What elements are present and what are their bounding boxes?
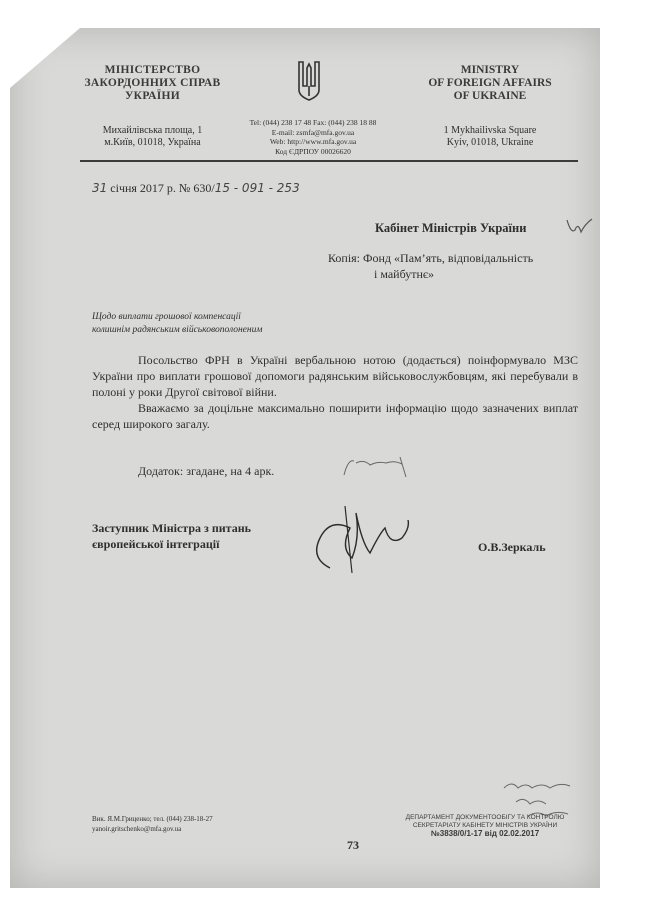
subject bbox=[92, 311, 262, 337]
handwritten-mark bbox=[565, 216, 595, 238]
header-divider bbox=[80, 160, 578, 162]
contact-web: Web: http://www.mfa.gov.ua bbox=[269, 137, 357, 146]
letterhead-contacts bbox=[238, 118, 388, 156]
en-address-line-1: 1 Mykhailivska Square bbox=[443, 125, 537, 136]
addressee: Кабінет Міністрів України bbox=[375, 221, 527, 235]
contact-edrpou: Код ЄДРПОУ 00026620 bbox=[275, 146, 351, 156]
stamp-line-1: ДЕПАРТАМЕНТ ДОКУМЕНТООБІГУ ТА КОНТРОЛЮ bbox=[405, 814, 565, 821]
body-paragraph-2: Вважаємо за доцільне максимально поширити інформацію щодо зазначених виплат серед широкого загалу. bbox=[92, 401, 578, 431]
letter-page bbox=[10, 28, 600, 888]
handwritten-number: 15 - 091 - 253 bbox=[214, 181, 300, 195]
letterhead-en bbox=[415, 64, 565, 149]
signatory-name: О.В.Зеркаль bbox=[478, 540, 546, 554]
ua-address-line-2: м.Київ, 01018, Україна bbox=[104, 137, 201, 148]
trident-icon bbox=[296, 58, 322, 102]
letter-body bbox=[92, 352, 578, 432]
subject-line-1: Щодо виплати грошової компенсації bbox=[92, 312, 241, 322]
handwritten-day: 31 bbox=[92, 181, 108, 195]
letterhead-ua bbox=[65, 64, 240, 149]
en-title-line-1: MINISTRY bbox=[460, 64, 520, 76]
executor-line-1: Вик. Я.М.Гриценко; тел. (044) 238-18-27 bbox=[92, 815, 213, 823]
signatory-title bbox=[92, 520, 251, 552]
signatory-title-line-2: європейської інтеграції bbox=[92, 537, 220, 551]
en-title-line-2: OF FOREIGN AFFAIRS bbox=[428, 77, 552, 89]
stamp-line-2: СЕКРЕТАРІАТУ КАБІНЕТУ МІНІСТРІВ УКРАЇНИ bbox=[412, 822, 558, 829]
copy-line-1: Копія: Фонд «Пам’ять, відповідальність bbox=[328, 251, 534, 265]
executor-info bbox=[92, 814, 213, 834]
appendix: Додаток: згадане, на 4 арк. bbox=[138, 464, 275, 478]
executor-line-2: yanoir.gritschenko@mfa.gov.ua bbox=[92, 825, 182, 833]
en-address-line-2: Kyiv, 01018, Ukraine bbox=[446, 137, 534, 148]
page-number: 73 bbox=[347, 838, 359, 852]
en-title-line-3: OF UKRAINE bbox=[453, 90, 527, 102]
subject-line-2: колишнім радянським військовополоненим bbox=[92, 325, 263, 335]
signatory-title-line-1: Заступник Міністра з питань bbox=[92, 521, 251, 535]
registration-stamp bbox=[380, 814, 590, 838]
handwritten-signature bbox=[290, 498, 420, 578]
ua-title-line-2: ЗАКОРДОННИХ СПРАВ bbox=[84, 77, 221, 89]
ua-address-line-1: Михайлівська площа, 1 bbox=[102, 125, 203, 136]
reference-prefix: січня 2017 р. № 630/ bbox=[107, 181, 215, 195]
contact-phone: Tel: (044) 238 17 48 Fax: (044) 238 18 88 bbox=[249, 118, 377, 127]
body-paragraph-1: Посольство ФРН в Україні вербальною нотою (додається) поінформувало МЗС України про виплати грошової допомоги радянським військовослужбовцям, які перебували в полоні у роки Другої світової війни. bbox=[92, 353, 578, 399]
copy-recipient bbox=[328, 250, 533, 282]
stamp-registration: №3838/0/1-17 від 02.02.2017 bbox=[430, 829, 540, 838]
ua-title-line-3: УКРАЇНИ bbox=[124, 90, 181, 102]
copy-line-2: і майбутнє» bbox=[374, 267, 435, 281]
handwritten-annotation bbox=[340, 455, 410, 481]
contact-email: E-mail: zsmfa@mfa.gov.ua bbox=[271, 127, 355, 137]
ua-title-line-1: МІНІСТЕРСТВО bbox=[104, 64, 201, 76]
reference-line bbox=[92, 181, 300, 196]
